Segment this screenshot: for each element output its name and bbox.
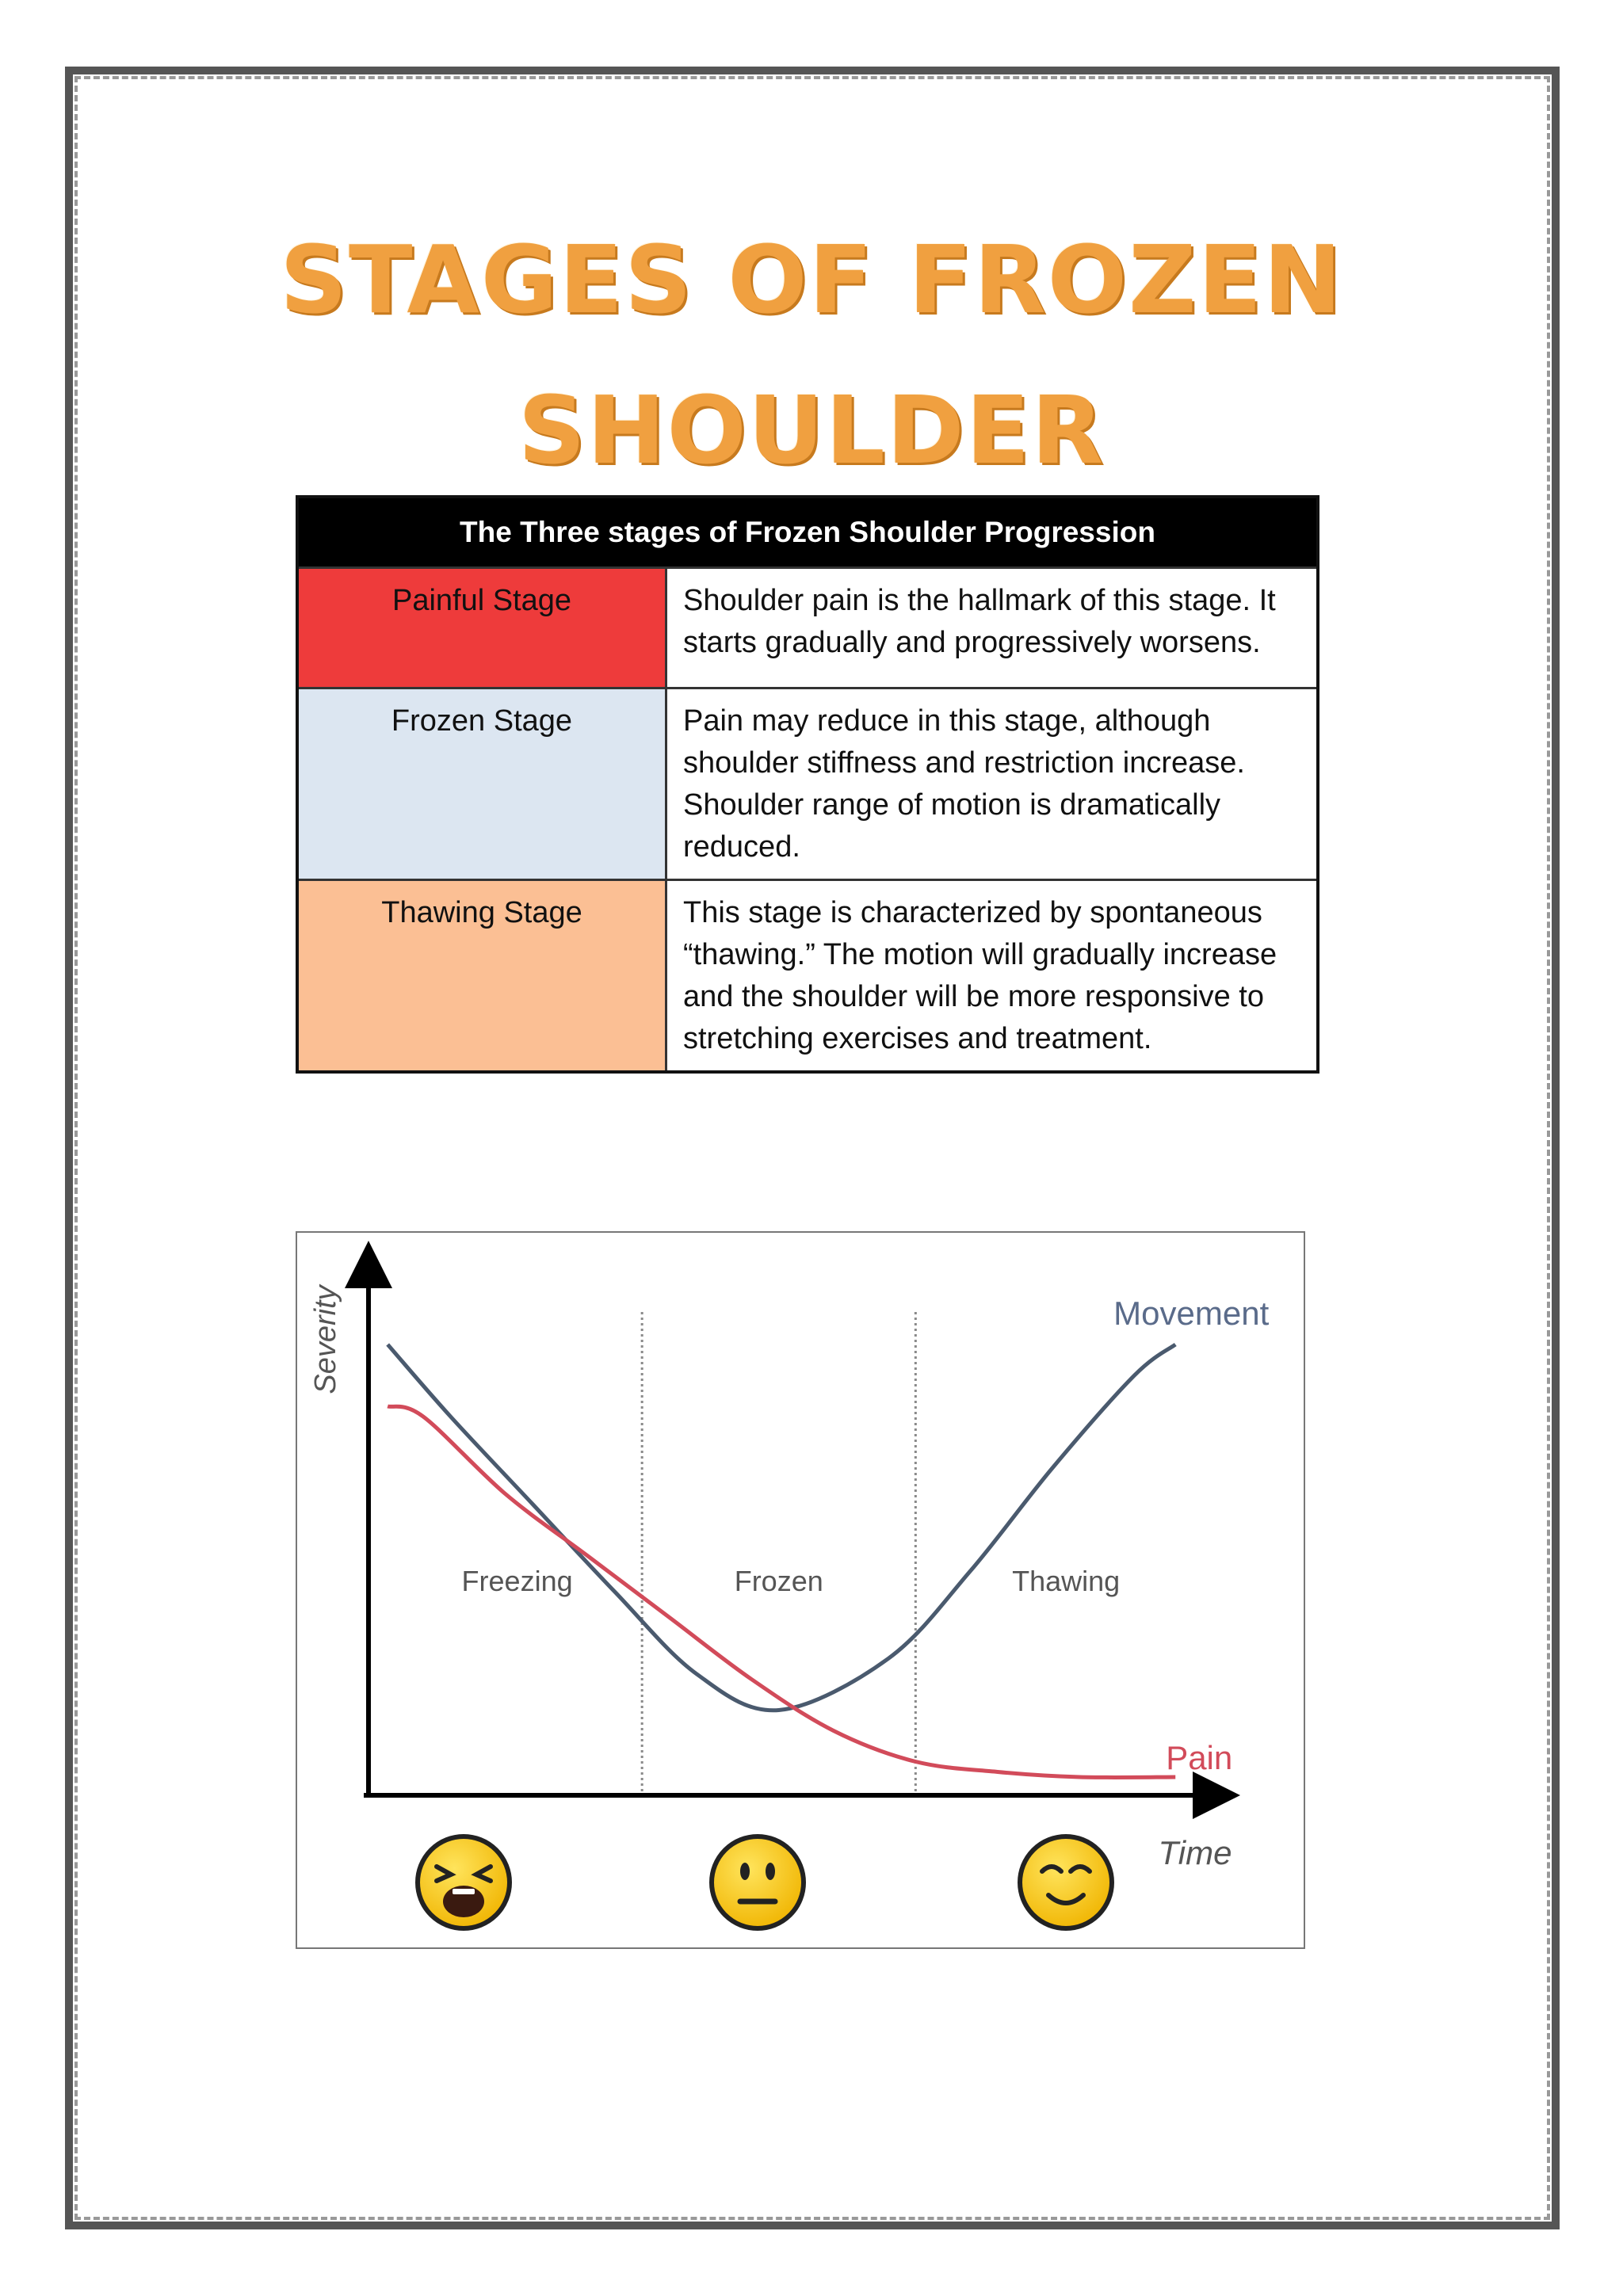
y-axis-label: Severity [309,1285,342,1394]
crying-face-icon [418,1836,510,1928]
series-label-pain: Pain [1166,1739,1233,1776]
chart-svg [297,1233,1307,1951]
series-line-movement [388,1344,1175,1711]
table-row [297,688,1318,880]
x-axis-label: Time [1158,1834,1232,1871]
severity-chart [296,1231,1305,1949]
phase-label-frozen: Frozen [734,1565,823,1597]
table-caption: The Three stages of Frozen Shoulder Progression [297,497,1318,568]
smiling-face-icon [1020,1836,1112,1928]
phase-label-freezing: Freezing [461,1565,573,1597]
series-label-movement: Movement [1113,1295,1270,1332]
stage-name-frozen: Frozen Stage [297,688,666,880]
stage-name-thawing: Thawing Stage [297,880,666,1072]
table-row [297,568,1318,688]
stage-name-painful: Painful Stage [297,568,666,688]
stage-description-thawing: This stage is characterized by spontaneous “thawing.” The motion will gradually increase and the shoulder will be more responsive to stretching exercises and treatment. [666,880,1319,1072]
title-line-2: SHOULDER [517,376,1106,485]
stages-table [296,495,1319,1074]
stage-description-painful: Shoulder pain is the hallmark of this stage. It starts gradually and progressively worsens. [666,568,1319,688]
table-row [297,880,1318,1072]
phase-label-thawing: Thawing [1012,1565,1121,1597]
neutral-face-icon [712,1836,804,1928]
stage-description-frozen: Pain may reduce in this stage, although shoulder stiffness and restriction increase. Shoulder range of motion is dramatically reduced. [666,688,1319,880]
page-title [0,204,1623,505]
title-line-1: STAGES OF FROZEN [280,225,1343,334]
table-header-row [297,497,1318,568]
